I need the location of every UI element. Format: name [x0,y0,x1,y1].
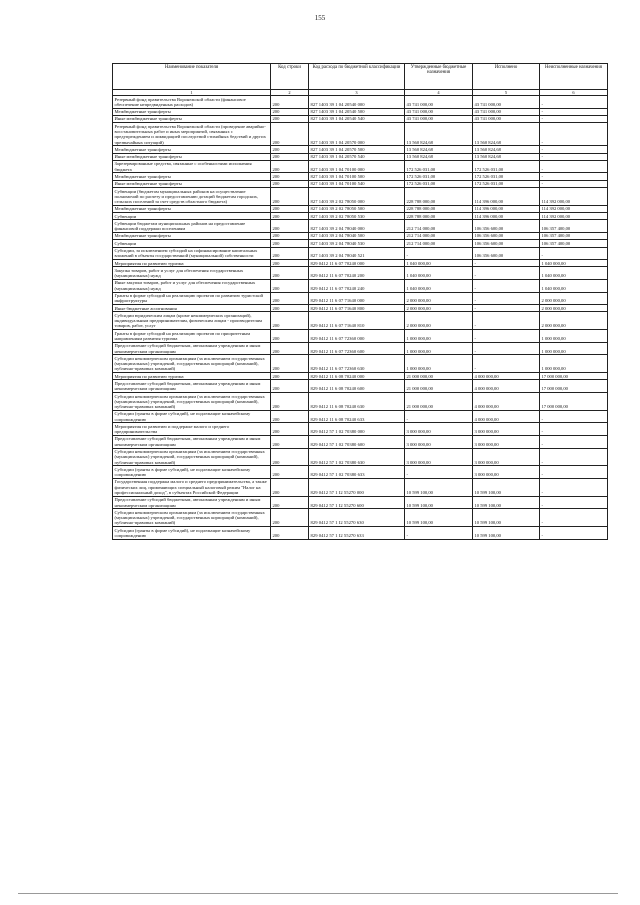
approved-amount: 1 040 000,00 [405,279,473,292]
indicator-name: Государственная поддержка малого и среднего предпринимательства, а также физических лиц, применяющих специальный налоговый режим "Налог на профессиональный доход", в субъектах Российской Федерации [113,478,271,496]
indicator-name: Субсидии (гранты в форме субсидий), не подлежащие казначейскому сопровождению [113,466,271,479]
table-row [113,205,608,212]
expense-code: 827 1403 39 2 04 78040 530 [309,240,405,247]
line-code: 200 [271,180,309,187]
unexecuted-amount: - [540,527,608,540]
unexecuted-amount: - [540,478,608,496]
line-code: 200 [271,496,309,509]
line-code: 200 [271,188,309,206]
approved-amount: 1 040 000,00 [405,267,473,280]
executed-amount: 43 741 000,00 [473,108,540,115]
unexecuted-amount: - [540,108,608,115]
table-row [113,123,608,146]
unexecuted-amount: 114 392 000,00 [540,205,608,212]
line-code: 200 [271,466,309,479]
line-code: 200 [271,153,309,160]
unexecuted-amount: - [540,509,608,527]
line-code: 200 [271,205,309,212]
table-row [113,380,608,393]
expense-code: 827 1403 39 1 04 70100 000 [309,160,405,173]
expense-code: 827 1403 39 2 04 78040 500 [309,232,405,239]
table-row [113,305,608,312]
table-row [113,267,608,280]
indicator-name: Субсидии некоммерческим организациям (за исключением государственных (муниципальных) учреждений, государственных корпораций (компаний), публично-правовых компаний) [113,355,271,373]
header-approved: Утвержденные бюджетные назначения [405,64,473,90]
executed-amount: 10 599 100,00 [473,496,540,509]
unexecuted-amount: 1 000 000,00 [540,355,608,373]
table-row [113,292,608,305]
indicator-name: Субсидии (гранты в форме субсидий), не подлежащие казначейскому сопровождению [113,410,271,423]
expense-code: 827 1403 39 1 04 20540 500 [309,108,405,115]
table-row [113,232,608,239]
table-row [113,96,608,109]
expense-code: 829 0412 57 1 I2 55270 000 [309,478,405,496]
column-number: 5 [473,90,540,96]
line-code: 200 [271,373,309,380]
expense-code: 829 0412 11 6 08 70240 630 [309,393,405,411]
line-code: 200 [271,478,309,496]
executed-amount: 172 526 031,00 [473,160,540,173]
table-row [113,393,608,411]
unexecuted-amount: 106 357 400,00 [540,220,608,233]
table-row [113,312,608,330]
table-row [113,342,608,355]
header-row [113,64,608,90]
executed-amount: 13 560 824,68 [473,153,540,160]
table-row [113,509,608,527]
table-body [113,96,608,540]
table-row [113,146,608,153]
unexecuted-amount: - [540,448,608,466]
approved-amount: 3 000 000,00 [405,423,473,436]
unexecuted-amount: - [540,160,608,173]
approved-amount: 21 000 000,00 [405,380,473,393]
column-number: 4 [405,90,473,96]
unexecuted-amount: 114 392 000,00 [540,213,608,220]
expense-code: 827 1403 39 2 02 78050 500 [309,205,405,212]
approved-amount: 2 000 000,00 [405,292,473,305]
expense-code: 829 0412 11 6 07 71640 810 [309,312,405,330]
table-row [113,180,608,187]
indicator-name: Предоставление субсидий бюджетным, автономным учреждениям и иным некоммерческим организациям [113,496,271,509]
table-row [113,108,608,115]
line-code: 200 [271,240,309,247]
executed-amount: 13 560 824,68 [473,123,540,146]
unexecuted-amount: - [540,146,608,153]
executed-amount: 114 396 000,00 [473,205,540,212]
line-code: 200 [271,448,309,466]
line-code: 200 [271,527,309,540]
header-line-code: Код строки [271,64,309,90]
executed-amount: 10 599 100,00 [473,527,540,540]
indicator-name: Иные бюджетные ассигнования [113,305,271,312]
line-code: 200 [271,380,309,393]
unexecuted-amount: 17 000 000,00 [540,373,608,380]
executed-amount: 172 526 031,00 [473,180,540,187]
executed-amount: 4 000 000,00 [473,410,540,423]
table-row [113,160,608,173]
page-bottom-rule [18,893,618,894]
approved-amount: - [405,466,473,479]
indicator-name: Иные межбюджетные трансферты [113,153,271,160]
unexecuted-amount: - [540,173,608,180]
line-code: 200 [271,355,309,373]
table-row [113,527,608,540]
expense-code: 829 0412 57 1 02 70380 000 [309,423,405,436]
line-code: 200 [271,247,309,260]
indicator-name: Иные межбюджетные трансферты [113,115,271,122]
table-row [113,478,608,496]
executed-amount: 43 741 000,00 [473,96,540,109]
line-code: 200 [271,146,309,153]
table-row [113,423,608,436]
approved-amount: 228 788 000,00 [405,205,473,212]
line-code: 200 [271,108,309,115]
executed-amount: 10 599 100,00 [473,478,540,496]
unexecuted-amount: 2 000 000,00 [540,305,608,312]
line-code: 200 [271,232,309,239]
executed-amount: 114 396 000,00 [473,188,540,206]
indicator-name: Резервный фонд правительства Воронежской области (проведение аварийно-восстановительных работ и иных мероприятий, связанных с предупреждением и ликвидацией последствий стихийных бедствий и других чрезвычайных ситуаций) [113,123,271,146]
expense-code: 827 1403 39 1 04 20540 540 [309,115,405,122]
approved-amount: 172 526 031,00 [405,173,473,180]
indicator-name: Субсидии, за исключением субсидий на софинансирование капитальных вложений в объекты государственной (муниципальной) собственности [113,247,271,260]
line-code: 200 [271,305,309,312]
expense-code: 829 0412 57 1 02 70380 633 [309,466,405,479]
unexecuted-amount: - [540,466,608,479]
approved-amount: 2 000 000,00 [405,305,473,312]
table-row [113,240,608,247]
indicator-name: Субвенции [113,213,271,220]
approved-amount: 3 000 000,00 [405,435,473,448]
executed-amount: 114 396 000,00 [473,213,540,220]
executed-amount: 3 000 000,00 [473,423,540,436]
indicator-name: Мероприятия по развитию туризма [113,260,271,267]
line-code: 200 [271,393,309,411]
indicator-name: Субсидии некоммерческим организациям (за исключением государственных (муниципальных) учреждений, государственных корпораций (компаний), публично-правовых компаний) [113,448,271,466]
approved-amount: 10 599 100,00 [405,496,473,509]
indicator-name: Межбюджетные трансферты [113,205,271,212]
executed-amount: 106 356 600,00 [473,232,540,239]
indicator-name: Субвенции (бюджетам муниципальных районов на осуществление полномочий по расчету и предоставлению дотаций бюджетам городских, сельских поселений за счет средств областного бюджета) [113,188,271,206]
executed-amount: - [473,355,540,373]
line-code: 200 [271,160,309,173]
indicator-name: Субсидии юридическим лицам (кроме некоммерческих организаций), индивидуальным предпринимателям, физическим лицам - производителям товаров, работ, услуг [113,312,271,330]
header-unexecuted: Неисполненные назначения [540,64,608,90]
expense-code: 829 0412 57 1 I2 55270 600 [309,496,405,509]
expense-code: 827 1403 39 1 04 20570 540 [309,153,405,160]
executed-amount: - [473,260,540,267]
approved-amount: 43 741 000,00 [405,115,473,122]
executed-amount: - [473,342,540,355]
expense-code: 827 1403 39 1 04 20570 000 [309,123,405,146]
column-number: 3 [309,90,405,96]
expense-code: 827 1403 39 1 04 20570 500 [309,146,405,153]
line-code: 200 [271,260,309,267]
unexecuted-amount: - [540,153,608,160]
table-row [113,448,608,466]
budget-execution-table [112,63,608,540]
expense-code: 829 0412 11 6 07 72360 600 [309,342,405,355]
expense-code: 827 1403 39 1 04 70100 500 [309,173,405,180]
unexecuted-amount: - [540,123,608,146]
line-code: 200 [271,96,309,109]
approved-amount: 3 000 000,00 [405,448,473,466]
expense-code: 827 1403 39 2 04 78040 000 [309,220,405,233]
indicator-name: Предоставление субсидий бюджетным, автономным учреждениям и иным некоммерческим организациям [113,380,271,393]
table-row [113,355,608,373]
executed-amount: 3 000 000,00 [473,466,540,479]
indicator-name: Мероприятия по развитию туризма [113,373,271,380]
indicator-name: Предоставление субсидий бюджетным, автономным учреждениям и иным некоммерческим организациям [113,435,271,448]
line-code: 200 [271,213,309,220]
indicator-name: Субвенции бюджетам муниципальных районов на предоставление финансовой поддержки поселениям [113,220,271,233]
expense-code: 829 0412 11 6 07 72360 630 [309,355,405,373]
line-code: 200 [271,173,309,180]
line-code: 200 [271,267,309,280]
table-row [113,330,608,343]
approved-amount: 228 788 000,00 [405,213,473,220]
unexecuted-amount: 1 040 000,00 [540,279,608,292]
approved-amount: 13 560 824,68 [405,153,473,160]
column-number: 6 [540,90,608,96]
approved-amount: 172 526 031,00 [405,180,473,187]
table-row [113,410,608,423]
table-row [113,260,608,267]
table-row [113,373,608,380]
header-indicator-name: Наименование показателя [113,64,271,90]
executed-amount: - [473,330,540,343]
line-code: 200 [271,342,309,355]
header-expense-code: Код расхода по бюджетной классификации [309,64,405,90]
unexecuted-amount: 17 000 000,00 [540,393,608,411]
approved-amount: 212 714 000,00 [405,240,473,247]
indicator-name: Иные межбюджетные трансферты [113,180,271,187]
unexecuted-amount: 2 000 000,00 [540,292,608,305]
line-code: 200 [271,123,309,146]
expense-code: 827 1403 39 2 02 78050 000 [309,188,405,206]
expense-code: 829 0412 11 6 07 71640 000 [309,292,405,305]
table-row [113,496,608,509]
indicator-name: Закупка товаров, работ и услуг для обеспечения государственных (муниципальных) нужд [113,267,271,280]
approved-amount: 21 000 000,00 [405,393,473,411]
page-number: 155 [314,14,326,22]
executed-amount: 3 000 000,00 [473,448,540,466]
executed-amount: 4 000 000,00 [473,373,540,380]
header-executed: Исполнено [473,64,540,90]
approved-amount: 21 000 000,00 [405,373,473,380]
executed-amount: 13 560 824,68 [473,146,540,153]
unexecuted-amount: - [540,423,608,436]
executed-amount: 4 000 000,00 [473,393,540,411]
table-row [113,247,608,260]
executed-amount: 172 526 031,00 [473,173,540,180]
expense-code: 829 0412 11 6 07 70240 000 [309,260,405,267]
expense-code: 829 0412 11 6 07 70240 240 [309,279,405,292]
line-code: 200 [271,509,309,527]
indicator-name: Предоставление субсидий бюджетным, автономным учреждениям и иным некоммерческим организациям [113,342,271,355]
unexecuted-amount: - [540,115,608,122]
unexecuted-amount: 1 000 000,00 [540,330,608,343]
indicator-name: Субвенции [113,240,271,247]
indicator-name: Субсидии (гранты в форме субсидий), не подлежащие казначейскому сопровождению [113,527,271,540]
table-row [113,115,608,122]
unexecuted-amount: - [540,247,608,260]
approved-amount: 228 788 000,00 [405,188,473,206]
table-row [113,279,608,292]
unexecuted-amount: - [540,435,608,448]
line-code: 200 [271,435,309,448]
table-row [113,188,608,206]
table-row [113,466,608,479]
executed-amount: 43 741 000,00 [473,115,540,122]
approved-amount: 1 000 000,00 [405,330,473,343]
column-number: 1 [113,90,271,96]
expense-code: 827 1403 39 1 04 70100 540 [309,180,405,187]
indicator-name: Межбюджетные трансферты [113,173,271,180]
indicator-name: Гранты в форме субсидий на реализацию проектов по приоритетным направлениям развития туризма [113,330,271,343]
line-code: 200 [271,115,309,122]
expense-code: 829 0412 11 6 07 72360 000 [309,330,405,343]
line-code: 200 [271,423,309,436]
approved-amount: 13 560 824,68 [405,146,473,153]
approved-amount: 172 526 031,00 [405,160,473,173]
indicator-name: Иные закупки товаров, работ и услуг для обеспечения государственных (муниципальных) нужд [113,279,271,292]
approved-amount: 212 714 000,00 [405,220,473,233]
approved-amount: - [405,410,473,423]
approved-amount: 43 741 000,00 [405,96,473,109]
expense-code: 829 0412 11 6 08 70240 633 [309,410,405,423]
approved-amount: - [405,247,473,260]
unexecuted-amount: 1 040 000,00 [540,260,608,267]
unexecuted-amount: - [540,410,608,423]
line-code: 200 [271,220,309,233]
indicator-name: Мероприятия по развитию и поддержке малого и среднего предпринимательства [113,423,271,436]
unexecuted-amount: 17 000 000,00 [540,380,608,393]
executed-amount: - [473,267,540,280]
unexecuted-amount: 114 392 000,00 [540,188,608,206]
approved-amount: 212 714 000,00 [405,232,473,239]
expense-code: 827 1403 39 2 04 78040 521 [309,247,405,260]
unexecuted-amount: - [540,96,608,109]
table-row [113,220,608,233]
indicator-name: Субсидии некоммерческим организациям (за исключением государственных (муниципальных) учреждений, государственных корпораций (компаний), публично-правовых компаний) [113,509,271,527]
approved-amount: 1 000 000,00 [405,342,473,355]
table-row [113,173,608,180]
table-row [113,153,608,160]
unexecuted-amount: 2 000 000,00 [540,312,608,330]
unexecuted-amount: 106 357 400,00 [540,232,608,239]
line-code: 200 [271,330,309,343]
line-code: 200 [271,410,309,423]
expense-code: 829 0412 11 6 07 70240 200 [309,267,405,280]
executed-amount: - [473,292,540,305]
executed-amount: 106 356 600,00 [473,240,540,247]
column-number: 2 [271,90,309,96]
indicator-name: Межбюджетные трансферты [113,146,271,153]
executed-amount: 106 356 600,00 [473,220,540,233]
approved-amount: 1 040 000,00 [405,260,473,267]
approved-amount: 2 000 000,00 [405,312,473,330]
executed-amount: - [473,305,540,312]
expense-code: 829 0412 11 6 08 70240 000 [309,373,405,380]
expense-code: 829 0412 11 6 08 70240 600 [309,380,405,393]
indicator-name: Межбюджетные трансферты [113,232,271,239]
unexecuted-amount: 1 040 000,00 [540,267,608,280]
expense-code: 829 0412 11 6 07 71640 800 [309,305,405,312]
expense-code: 829 0412 57 1 02 70380 630 [309,448,405,466]
executed-amount: 4 000 000,00 [473,380,540,393]
table-row [113,213,608,220]
expense-code: 827 1403 39 1 04 20540 000 [309,96,405,109]
indicator-name: Резервный фонд правительства Воронежской области (финансовое обеспечение непредвиденных расходов) [113,96,271,109]
line-code: 200 [271,279,309,292]
table-row [113,435,608,448]
unexecuted-amount: - [540,496,608,509]
indicator-name: Межбюджетные трансферты [113,108,271,115]
line-code: 200 [271,292,309,305]
expense-code: 827 1403 39 2 02 78050 530 [309,213,405,220]
unexecuted-amount: 1 000 000,00 [540,342,608,355]
executed-amount: 10 599 100,00 [473,509,540,527]
indicator-name: Субсидии некоммерческим организациям (за исключением государственных (муниципальных) учреждений, государственных корпораций (компаний), публично-правовых компаний) [113,393,271,411]
executed-amount: 3 000 000,00 [473,435,540,448]
indicator-name: Зарезервированные средства, связанные с особенностями исполнения бюджета [113,160,271,173]
executed-amount: 106 356 600,00 [473,247,540,260]
expense-code: 829 0412 57 1 02 70380 600 [309,435,405,448]
approved-amount: 10 599 100,00 [405,509,473,527]
expense-code: 829 0412 57 1 I2 55270 630 [309,509,405,527]
executed-amount: - [473,279,540,292]
approved-amount: 10 599 100,00 [405,478,473,496]
approved-amount: 13 560 824,68 [405,123,473,146]
executed-amount: - [473,312,540,330]
approved-amount: - [405,527,473,540]
expense-code: 829 0412 57 1 I2 55270 633 [309,527,405,540]
approved-amount: 43 741 000,00 [405,108,473,115]
approved-amount: 1 000 000,00 [405,355,473,373]
line-code: 200 [271,312,309,330]
indicator-name: Гранты в форме субсидий на реализацию проектов по развитию туристской инфраструктуры [113,292,271,305]
unexecuted-amount: - [540,180,608,187]
unexecuted-amount: 106 357 400,00 [540,240,608,247]
